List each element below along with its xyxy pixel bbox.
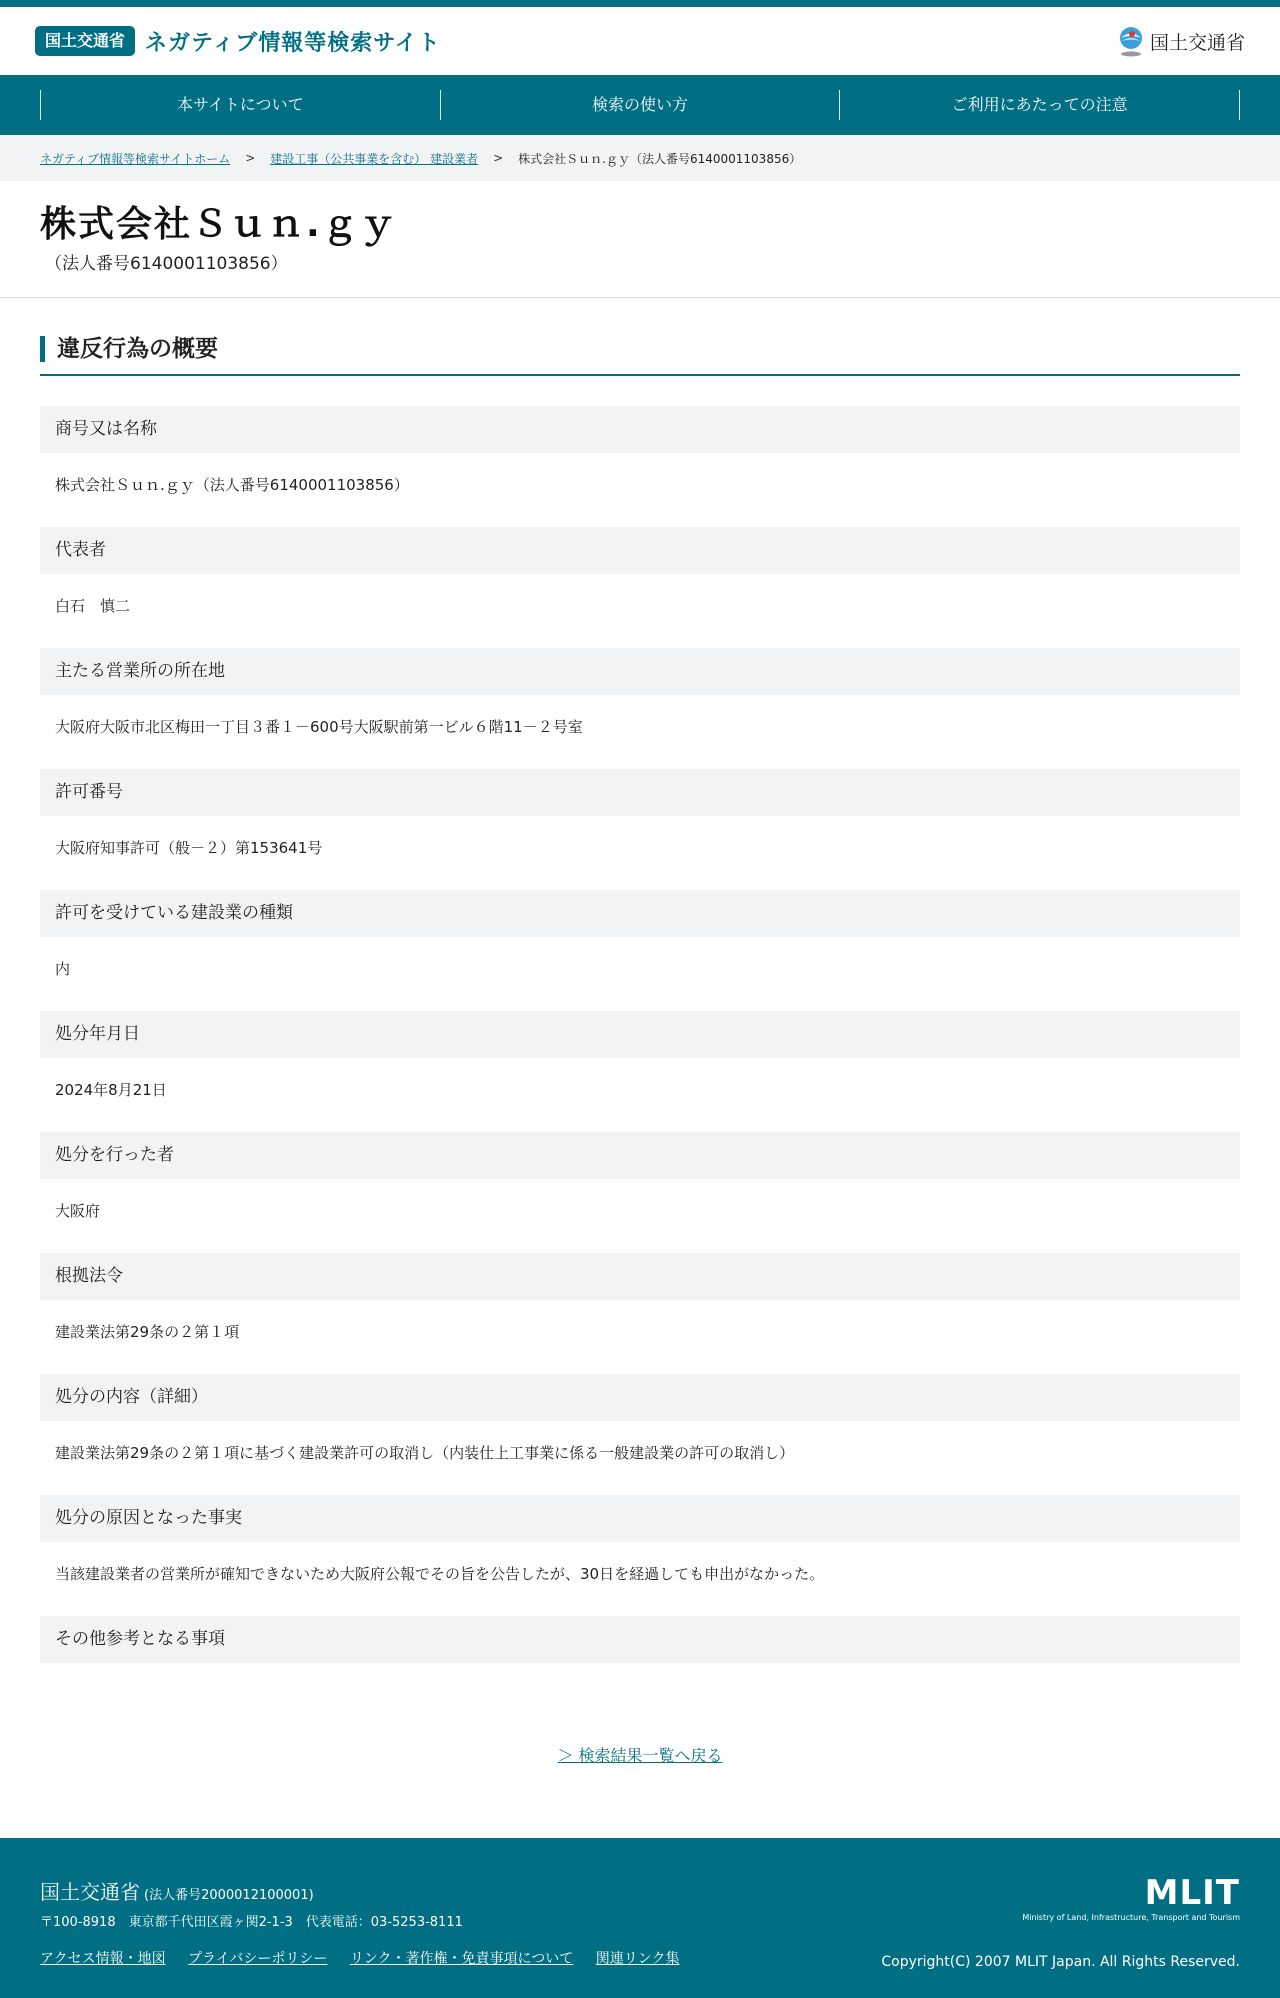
field-value: 大阪府大阪市北区梅田一丁目３番１－600号大阪駅前第一ビル６階11－２号室	[55, 718, 583, 736]
section-divider	[40, 374, 1240, 376]
detail-field	[40, 769, 1240, 890]
footer-right	[881, 1873, 1240, 1970]
field-value: 建設業法第29条の２第１項に基づく建設業許可の取消し（内装仕上工事業に係る一般建設業の許可の取消し）	[55, 1444, 795, 1462]
field-label: 処分の原因となった事実	[40, 1495, 1240, 1542]
detail-field	[40, 527, 1240, 648]
field-value: 大阪府	[55, 1202, 101, 1220]
field-value: 大阪府知事許可（般－２）第153641号	[55, 839, 323, 857]
field-value: 株式会社Ｓｕｎ.ｇｙ（法人番号6140001103856）	[55, 476, 409, 494]
corporate-number: （法人番号6140001103856）	[45, 254, 288, 274]
detail-field	[40, 1616, 1240, 1663]
field-label: 許可番号	[40, 769, 1240, 816]
mlit-wordmark: MLIT	[1144, 1873, 1240, 1913]
ministry-badge: 国土交通省	[35, 26, 135, 56]
site-brand[interactable]	[35, 26, 441, 57]
field-label: 根拠法令	[40, 1253, 1240, 1300]
field-label: 商号又は名称	[40, 406, 1240, 453]
breadcrumb	[0, 135, 1280, 181]
mlit-logo[interactable]	[1116, 25, 1245, 57]
field-label: 代表者	[40, 527, 1240, 574]
site-title: ネガティブ情報等検索サイト	[145, 30, 441, 56]
mlit-emblem-icon	[1116, 25, 1146, 57]
footer-link-copyright[interactable]: リンク・著作権・免責事項について	[349, 1951, 574, 1967]
nav-item-about[interactable]: 本サイトについて	[40, 90, 440, 120]
copyright: Copyright(C) 2007 MLIT Japan. All Rights Reserved.	[881, 1954, 1240, 1970]
detail-field	[40, 1374, 1240, 1495]
company-title-block	[0, 181, 1280, 298]
breadcrumb-current: 株式会社Ｓｕｎ.ｇｙ（法人番号6140001103856）	[518, 151, 802, 166]
page-title: 株式会社Ｓｕｎ.ｇｙ	[40, 204, 398, 245]
detail-field	[40, 1011, 1240, 1132]
field-value: 内	[55, 960, 71, 978]
detail-field	[40, 406, 1240, 527]
field-label: 主たる営業所の所在地	[40, 648, 1240, 695]
footer-link-related[interactable]: 関連リンク集	[595, 1951, 680, 1967]
section-heading: 違反行為の概要	[40, 336, 1240, 362]
field-value: 白石 慎二	[55, 597, 131, 615]
detail-field	[40, 648, 1240, 769]
violation-details	[40, 406, 1240, 1663]
field-value: 当該建設業者の営業所が確知できないため大阪府公報でその旨を公告したが、30日を経過しても申出がなかった。	[55, 1565, 825, 1583]
back-to-results-link[interactable]: ＞ 検索結果一覧へ戻る	[557, 1746, 723, 1765]
field-label: その他参考となる事項	[40, 1616, 1240, 1663]
field-value: 建設業法第29条の２第１項	[55, 1323, 240, 1341]
top-accent-bar	[0, 0, 1280, 7]
footer-org-name: 国土交通省	[40, 1880, 140, 1904]
main-nav	[0, 75, 1280, 135]
footer-org-corp-no: (法人番号2000012100001)	[144, 1888, 314, 1903]
back-link-container	[40, 1743, 1240, 1766]
footer-address: 〒100-8918 東京都千代田区霞ヶ関2-1-3 代表電話：03-5253-8111	[40, 1915, 463, 1930]
field-label: 処分年月日	[40, 1011, 1240, 1058]
mlit-tagline: Ministry of Land, Infrastructure, Transport and Tourism	[1022, 1913, 1240, 1922]
field-label: 処分を行った者	[40, 1132, 1240, 1179]
mlit-logo-text: 国土交通省	[1149, 31, 1245, 54]
nav-item-usage-notes[interactable]: ご利用にあたっての注意	[839, 90, 1240, 120]
nav-item-how-to-search[interactable]: 検索の使い方	[440, 90, 840, 120]
detail-field	[40, 1132, 1240, 1253]
site-header	[0, 7, 1280, 75]
detail-field	[40, 1495, 1240, 1616]
detail-field	[40, 890, 1240, 1011]
detail-field	[40, 1253, 1240, 1374]
main-content	[0, 298, 1280, 1766]
field-value: 2024年8月21日	[55, 1081, 167, 1099]
site-footer	[0, 1838, 1280, 1998]
footer-link-privacy[interactable]: プライバシーポリシー	[188, 1951, 328, 1967]
breadcrumb-home-link[interactable]: ネガティブ情報等検索サイトホーム	[40, 151, 231, 166]
breadcrumb-separator: >	[493, 151, 504, 165]
field-label: 許可を受けている建設業の種類	[40, 890, 1240, 937]
breadcrumb-category-link[interactable]: 建設工事（公共事業を含む） 建設業者	[270, 151, 479, 166]
field-label: 処分の内容（詳細）	[40, 1374, 1240, 1421]
footer-link-access[interactable]: アクセス情報・地図	[40, 1951, 166, 1967]
breadcrumb-separator: >	[245, 151, 256, 165]
